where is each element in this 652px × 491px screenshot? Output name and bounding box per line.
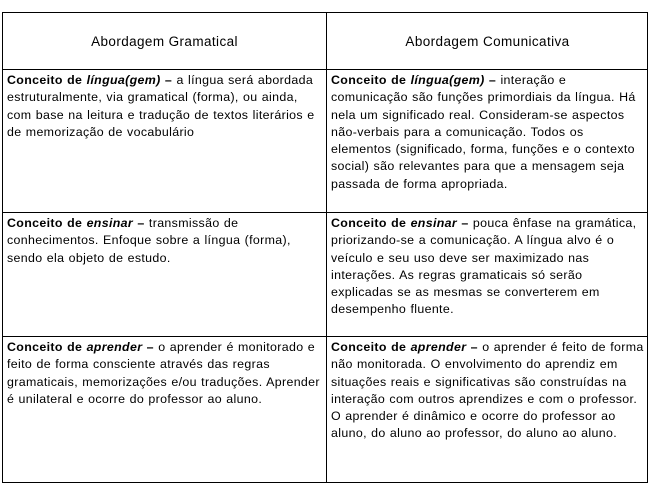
- cell-lead: [7, 340, 158, 354]
- lead-prefix: Conceito de: [331, 340, 411, 354]
- cell-text: o aprender é monitorado e feito de forma consciente através das regras gramaticais, memorizações e/ou traduções. Aprender é unilateral e ocorre do professor ao aluno.: [7, 340, 320, 406]
- lead-prefix: Conceito de: [331, 73, 411, 87]
- term-learn: aprender: [86, 340, 143, 354]
- cell-lead: [331, 73, 500, 87]
- lead-dash: –: [133, 216, 149, 230]
- cell-grammatical-teach: [3, 213, 326, 267]
- lead-dash: –: [142, 340, 159, 354]
- cell-communicative-language: [327, 70, 648, 193]
- cell-lead: [7, 216, 149, 230]
- cell-text: transmissão de conhecimentos. Enfoque sobre a língua (forma), sendo ela objeto de estudo.: [7, 216, 291, 265]
- lead-dash: –: [466, 340, 483, 354]
- cell-text: interação e comunicação são funções primordiais da língua. Há nela um significado real. Consideram-se aspectos não-verbais para a comunicação. Todos os elementos (significado, forma, funções e o contexto social) são relevantes para que a mensagem seja passada de forma apropriada.: [331, 73, 636, 191]
- lead-prefix: Conceito de: [7, 73, 87, 87]
- lead-prefix: Conceito de: [331, 216, 411, 230]
- header-communicative: Abordagem Comunicativa: [405, 33, 570, 49]
- lead-dash: –: [160, 73, 177, 87]
- lead-prefix: Conceito de: [7, 216, 87, 230]
- cell-communicative-learn: [327, 337, 648, 443]
- term-language: língua(gem): [86, 73, 161, 87]
- cell-lead: [331, 216, 473, 230]
- term-learn: aprender: [410, 340, 467, 354]
- header-grammatical: Abordagem Gramatical: [91, 33, 238, 49]
- term-teach: ensinar: [86, 216, 134, 230]
- lead-dash: –: [457, 216, 473, 230]
- cell-text: a língua será abordada estruturalmente, via gramatical (forma), ou ainda, com base na leitura e tradução de textos literários e de memorização de vocabulário: [7, 73, 315, 139]
- lead-prefix: Conceito de: [7, 340, 87, 354]
- cell-grammatical-learn: [3, 337, 326, 408]
- cell-lead: [7, 73, 176, 87]
- cell-grammatical-language: [3, 70, 326, 141]
- term-teach: ensinar: [410, 216, 458, 230]
- term-language: língua(gem): [410, 73, 485, 87]
- cell-text: o aprender é feito de forma não monitorada. O envolvimento do aprendiz em situações reais e significativas são construídas na interação com outros aprendizes e com o professor. O aprender é dinâmico e ocorre do professor ao aluno, do aluno ao professor, do aluno ao aluno.: [331, 340, 644, 441]
- comparison-table: [2, 12, 648, 483]
- lead-dash: –: [484, 73, 501, 87]
- cell-lead: [331, 340, 482, 354]
- cell-text: pouca ênfase na gramática, priorizando-se a comunicação. A língua alvo é o veículo e seu uso deve ser maximizado nas interações. As regras gramaticais só serão explicadas se as mesmas se converterem em desempenho fluente.: [331, 216, 637, 317]
- cell-communicative-teach: [327, 213, 648, 319]
